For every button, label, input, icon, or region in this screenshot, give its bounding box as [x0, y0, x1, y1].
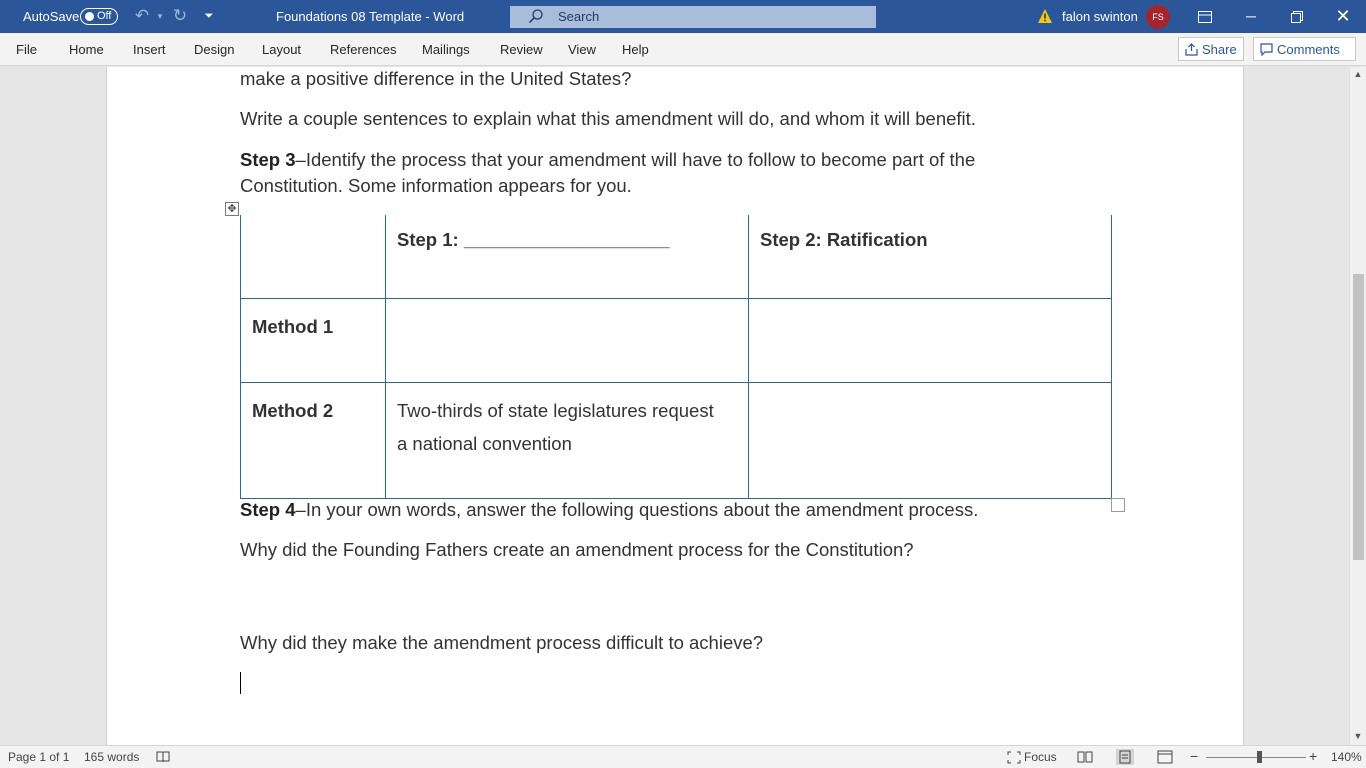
zoom-in-icon[interactable]: + [1309, 748, 1318, 764]
table-row [241, 215, 1112, 298]
page-count[interactable]: Page 1 of 1 [8, 750, 70, 764]
search-placeholder: Search [558, 9, 600, 24]
tab-insert[interactable]: Insert [133, 42, 166, 57]
tab-review[interactable]: Review [500, 42, 543, 57]
ribbon-tabs [0, 33, 1366, 66]
tab-file[interactable]: File [16, 42, 37, 57]
tab-references[interactable]: References [330, 42, 397, 57]
zoom-level[interactable]: 140% [1331, 750, 1362, 764]
ribbon-display-options-icon[interactable] [1182, 0, 1228, 33]
step3-heading: Step 3 [240, 149, 296, 170]
web-layout-icon[interactable] [1156, 749, 1174, 765]
word-count[interactable]: 165 words [84, 750, 140, 764]
table-resize-handle[interactable] [1111, 498, 1125, 512]
paragraph-explain: Write a couple sentences to explain what this amendment will do, and whom it will benefit. [240, 108, 976, 129]
tab-view[interactable]: View [568, 42, 596, 57]
autosave-label: AutoSave [23, 9, 80, 24]
focus-label[interactable]: Focus [1024, 750, 1057, 764]
table-row-label-method2[interactable]: Method 2 [241, 382, 386, 498]
question-1: Why did the Founding Fathers create an amendment process for the Constitution? [240, 539, 914, 560]
table-header-step2[interactable]: Step 2: Ratification [749, 215, 1112, 298]
cell-text-line2: a national convention [397, 432, 572, 454]
tab-layout[interactable]: Layout [262, 42, 302, 57]
table-cell-method1-step2[interactable] [749, 298, 1112, 382]
table-row [241, 298, 1112, 382]
warning-icon[interactable] [1037, 8, 1053, 24]
autosave-toggle[interactable] [80, 8, 118, 25]
table-header-step1[interactable]: Step 1: ____________________ [386, 215, 749, 298]
tab-home[interactable]: Home [69, 42, 104, 57]
print-layout-icon[interactable] [1116, 749, 1134, 765]
cell-text-line1: Two-thirds of state legislatures request [397, 399, 714, 421]
share-label: Share [1202, 42, 1237, 57]
zoom-slider-track[interactable] [1206, 757, 1306, 758]
table-cell-method2-step1[interactable] [386, 382, 749, 498]
undo-dropdown-icon[interactable]: ▾ [157, 11, 163, 21]
search-box[interactable] [510, 6, 876, 28]
proofing-book-icon[interactable] [156, 750, 170, 764]
document-page[interactable] [106, 67, 1244, 745]
tab-mailings[interactable]: Mailings [422, 42, 470, 57]
question-2: Why did they make the amendment process difficult to achieve? [240, 632, 764, 653]
table-cell-method1-step1[interactable] [386, 298, 749, 382]
table-row-label-method1[interactable]: Method 1 [241, 298, 386, 382]
amendment-table [240, 215, 1112, 499]
step3-paragraph [240, 149, 975, 171]
focus-icon[interactable] [1007, 751, 1021, 764]
close-icon[interactable]: ✕ [1335, 6, 1351, 26]
table-row [241, 382, 1112, 498]
autosave-state: Off [97, 10, 112, 22]
document-area[interactable] [0, 67, 1349, 745]
title-bar [0, 0, 1366, 33]
zoom-out-icon[interactable]: − [1190, 748, 1199, 764]
vertical-scrollbar[interactable] [1349, 67, 1366, 745]
redo-icon[interactable]: ↻ [172, 6, 188, 25]
text-cursor [240, 672, 241, 694]
scroll-up-icon[interactable]: ▲ [1353, 69, 1363, 79]
customize-qat-icon[interactable]: ⏷ [204, 10, 214, 22]
restore-icon[interactable] [1274, 0, 1320, 33]
scrollbar-thumb[interactable] [1353, 274, 1364, 560]
scroll-down-icon[interactable]: ▼ [1353, 731, 1363, 741]
zoom-slider-thumb[interactable] [1257, 751, 1262, 763]
undo-icon[interactable]: ↶ [134, 6, 150, 25]
table-move-handle[interactable]: ✥ [225, 202, 239, 216]
share-button[interactable] [1178, 37, 1244, 61]
avatar[interactable]: FS [1146, 5, 1170, 29]
search-icon [528, 8, 544, 24]
share-icon [1185, 43, 1198, 56]
paragraph-cut-top: make a positive difference in the United States? [240, 68, 632, 89]
minimize-icon[interactable]: ─ [1246, 8, 1256, 24]
document-title: Foundations 08 Template - Word [276, 9, 465, 24]
comments-button[interactable] [1253, 37, 1356, 61]
step4-text: –In your own words, answer the following questions about the amendment process. [295, 499, 979, 520]
comments-label: Comments [1277, 42, 1340, 57]
table-cell-method2-step2[interactable] [749, 382, 1112, 498]
step3-text-line1: –Identify the process that your amendment will have to follow to become part of the [295, 149, 976, 170]
tab-help[interactable]: Help [622, 42, 649, 57]
toggle-knob [85, 12, 94, 21]
user-name[interactable]: falon swinton [1062, 9, 1138, 24]
step3-text-line2: Constitution. Some information appears for you. [240, 175, 632, 196]
tab-design[interactable]: Design [194, 42, 235, 57]
table-cell-header-empty[interactable] [241, 215, 386, 298]
read-mode-icon[interactable] [1076, 749, 1094, 765]
comment-icon [1260, 43, 1273, 56]
step4-heading: Step 4 [240, 499, 296, 520]
status-bar [0, 745, 1366, 768]
step4-paragraph [240, 499, 978, 521]
